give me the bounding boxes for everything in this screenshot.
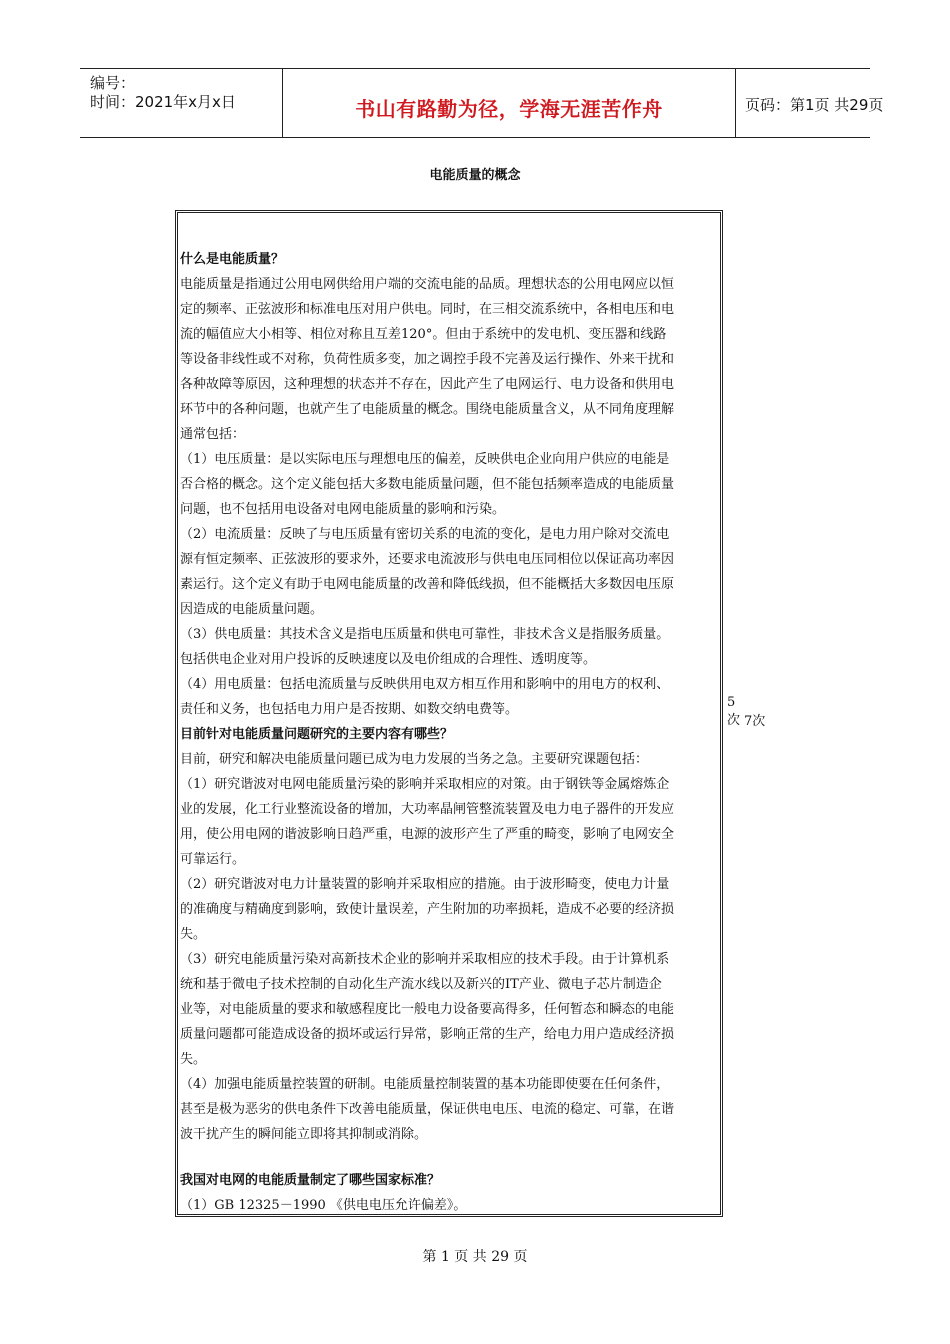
body-text-line: 包括供电企业对用户投诉的反映速度以及电价组成的合理性、透明度等。 (180, 652, 597, 667)
body-text-line: 用，使公用电网的谐波影响日趋严重，电源的波形产生了严重的畸变，影响了电网安全 (180, 827, 675, 842)
body-text-line: 可靠运行。 (180, 852, 246, 867)
side-note-5: 5次 (727, 695, 741, 728)
body-text-line: 责任和义务，也包括电力用户是否按期、如数交纳电费等。 (180, 702, 519, 717)
document-title: 电能质量的概念 (429, 168, 521, 183)
body-text-line: （3）供电质量：其技术含义是指电压质量和供电可靠性，非技术含义是指服务质量。 (180, 627, 670, 642)
body-text-line: 的准确度与精确度到影响，致使计量误差，产生附加的功率损耗，造成不必要的经济损 (180, 902, 675, 917)
body-text-line: （2）研究谐波对电力计量装置的影响并采取相应的措施。由于波形畸变，使电力计量 (180, 877, 670, 892)
page-code-label: 页码：第1页 共29页 (745, 96, 884, 114)
body-text-line: 定的频率、正弦波形和标准电压对用户供电。同时，在三相交流系统中，各相电压和电 (180, 302, 675, 317)
header-page-cell (735, 69, 884, 137)
side-note-7: 7次 (744, 714, 766, 729)
body-text-line: （3）研究电能质量污染对高新技术企业的影响并采取相应的技术手段。由于计算机系 (180, 952, 670, 967)
body-text-line: 业的发展，化工行业整流设备的增加，大功率晶闸管整流装置及电力电子器件的开发应 (180, 802, 675, 817)
body-text-line: 各种故障等原因，这种理想的状态并不存在，因此产生了电网运行、电力设备和供用电 (180, 377, 675, 392)
body-text-line: 统和基于微电子技术控制的自动化生产流水线以及新兴的IT产业、微电子芯片制造企 (180, 977, 662, 992)
body-text-line: 目前，研究和解决电能质量问题已成为电力发展的当务之急。主要研究课题包括： (180, 752, 649, 767)
body-text-line: 业等，对电能质量的要求和敏感程度比一般电力设备要高得多，任何暂态和瞬态的电能 (180, 1002, 675, 1017)
body-text-line: 质量问题都可能造成设备的损坏或运行异常，影响正常的生产，给电力用户造成经济损 (180, 1027, 675, 1042)
body-text-line (180, 1147, 723, 1168)
header-motto-cell (282, 69, 736, 137)
section-heading: 我国对电网的电能质量制定了哪些国家标准？ (180, 1173, 441, 1188)
body-text-line: 环节中的各种问题，也就产生了电能质量的概念。围绕电能质量含义，从不同角度理解 (180, 402, 675, 417)
content-box (175, 210, 723, 1217)
body-text-line: 流的幅值应大小相等、相位对称且互差120°。但由于系统中的发电机、变压器和线路 (180, 327, 667, 342)
body-text-line: 波干扰产生的瞬间能立即将其抑制或消除。 (180, 1127, 428, 1142)
section-heading: 什么是电能质量？ (180, 252, 285, 267)
body-text-line: 失。 (180, 927, 207, 942)
body-text-line: 电能质量是指通过公用电网供给用户端的交流电能的品质。理想状态的公用电网应以恒 (180, 277, 675, 292)
document-date-label: 时间：2021年x月x日 (90, 93, 236, 111)
body-text-line: （2）电流质量：反映了与电压质量有密切关系的电流的变化，是电力用户除对交流电 (180, 527, 670, 542)
body-text-line: 否合格的概念。这个定义能包括大多数电能质量问题，但不能包括频率造成的电能质量 (180, 477, 675, 492)
body-text-line: 通常包括： (180, 427, 246, 442)
body-text-line: 问题，也不包括用电设备对电网电能质量的影响和污染。 (180, 502, 506, 517)
motto-text: 书山有路勤为径，学海无涯苦作舟 (355, 97, 663, 121)
body-text-line: （1）电压质量：是以实际电压与理想电压的偏差，反映供电企业向用户供应的电能是 (180, 452, 670, 467)
body-text-line: 素运行。这个定义有助于电网电能质量的改善和降低线损，但不能概括大多数因电压原 (180, 577, 675, 592)
body-text-line: （4）加强电能质量控装置的研制。电能质量控制装置的基本功能即使要在任何条件， (180, 1077, 670, 1092)
body-text-line: （1）研究谐波对电网电能质量污染的影响并采取相应的对策。由于钢铁等金属熔炼企 (180, 777, 670, 792)
body-text-line: （1）GB 12325－1990 《供电电压允许偏差》。 (180, 1198, 467, 1213)
body-text-line: 甚至是极为恶劣的供电条件下改善电能质量，保证供电电压、电流的稳定、可靠，在谐 (180, 1102, 675, 1117)
document-number-label: 编号： (90, 74, 136, 92)
body-text-line: 源有恒定频率、正弦波形的要求外，还要求电流波形与供电电压同相位以保证高功率因 (180, 552, 675, 567)
content-text (180, 247, 723, 1217)
body-text-line: 等设备非线性或不对称，负荷性质多变，加之调控手段不完善及运行操作、外来干扰和 (180, 352, 675, 367)
document-header (80, 68, 884, 138)
section-heading: 目前针对电能质量问题研究的主要内容有哪些？ (180, 727, 454, 742)
body-text-line: 因造成的电能质量问题。 (180, 602, 324, 617)
header-meta-cell (80, 69, 282, 137)
body-text-line: （4）用电质量：包括电流质量与反映供用电双方相互作用和影响中的用电方的权利、 (180, 677, 670, 692)
page-footer: 第 1 页 共 29 页 (422, 1249, 528, 1265)
body-text-line: 失。 (180, 1052, 207, 1067)
